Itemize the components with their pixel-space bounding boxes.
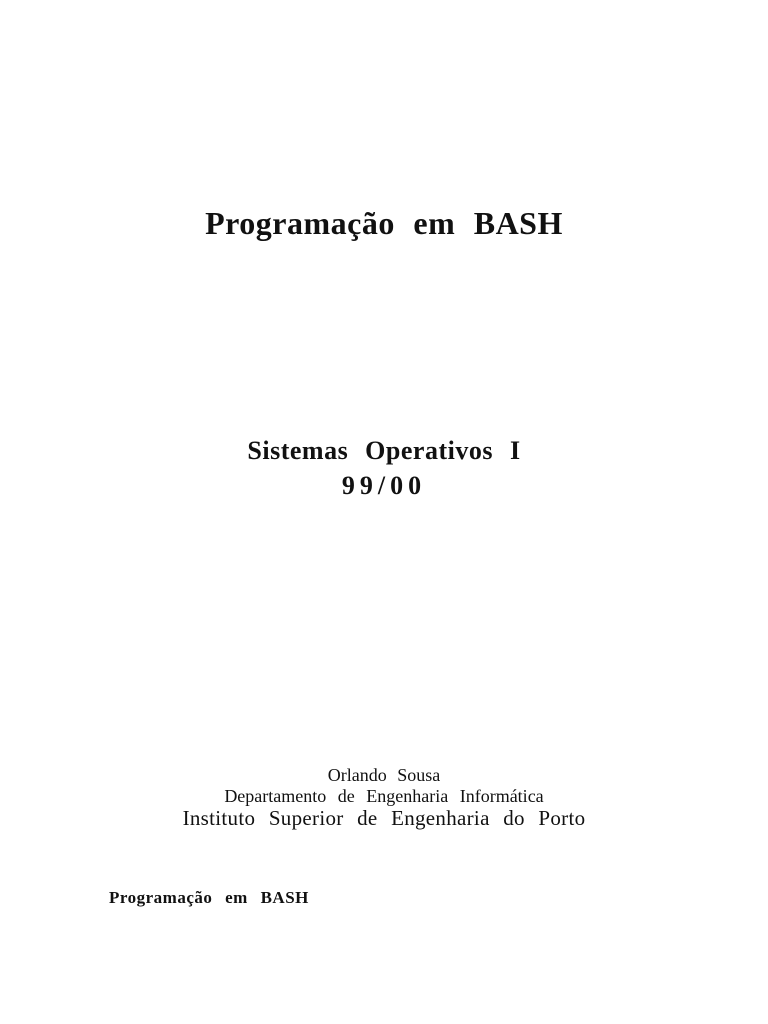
academic-year: 99/00 bbox=[341, 471, 427, 500]
institution-name: Instituto Superior de Engenharia do Porto bbox=[182, 806, 586, 830]
department-name: Departamento de Engenharia Informática bbox=[224, 786, 544, 806]
course-name: Sistemas Operativos I bbox=[247, 436, 521, 465]
page-footer-title: Programação em BASH bbox=[109, 888, 309, 907]
author-name: Orlando Sousa bbox=[327, 765, 441, 785]
document-title: Programação em BASH bbox=[205, 205, 563, 241]
